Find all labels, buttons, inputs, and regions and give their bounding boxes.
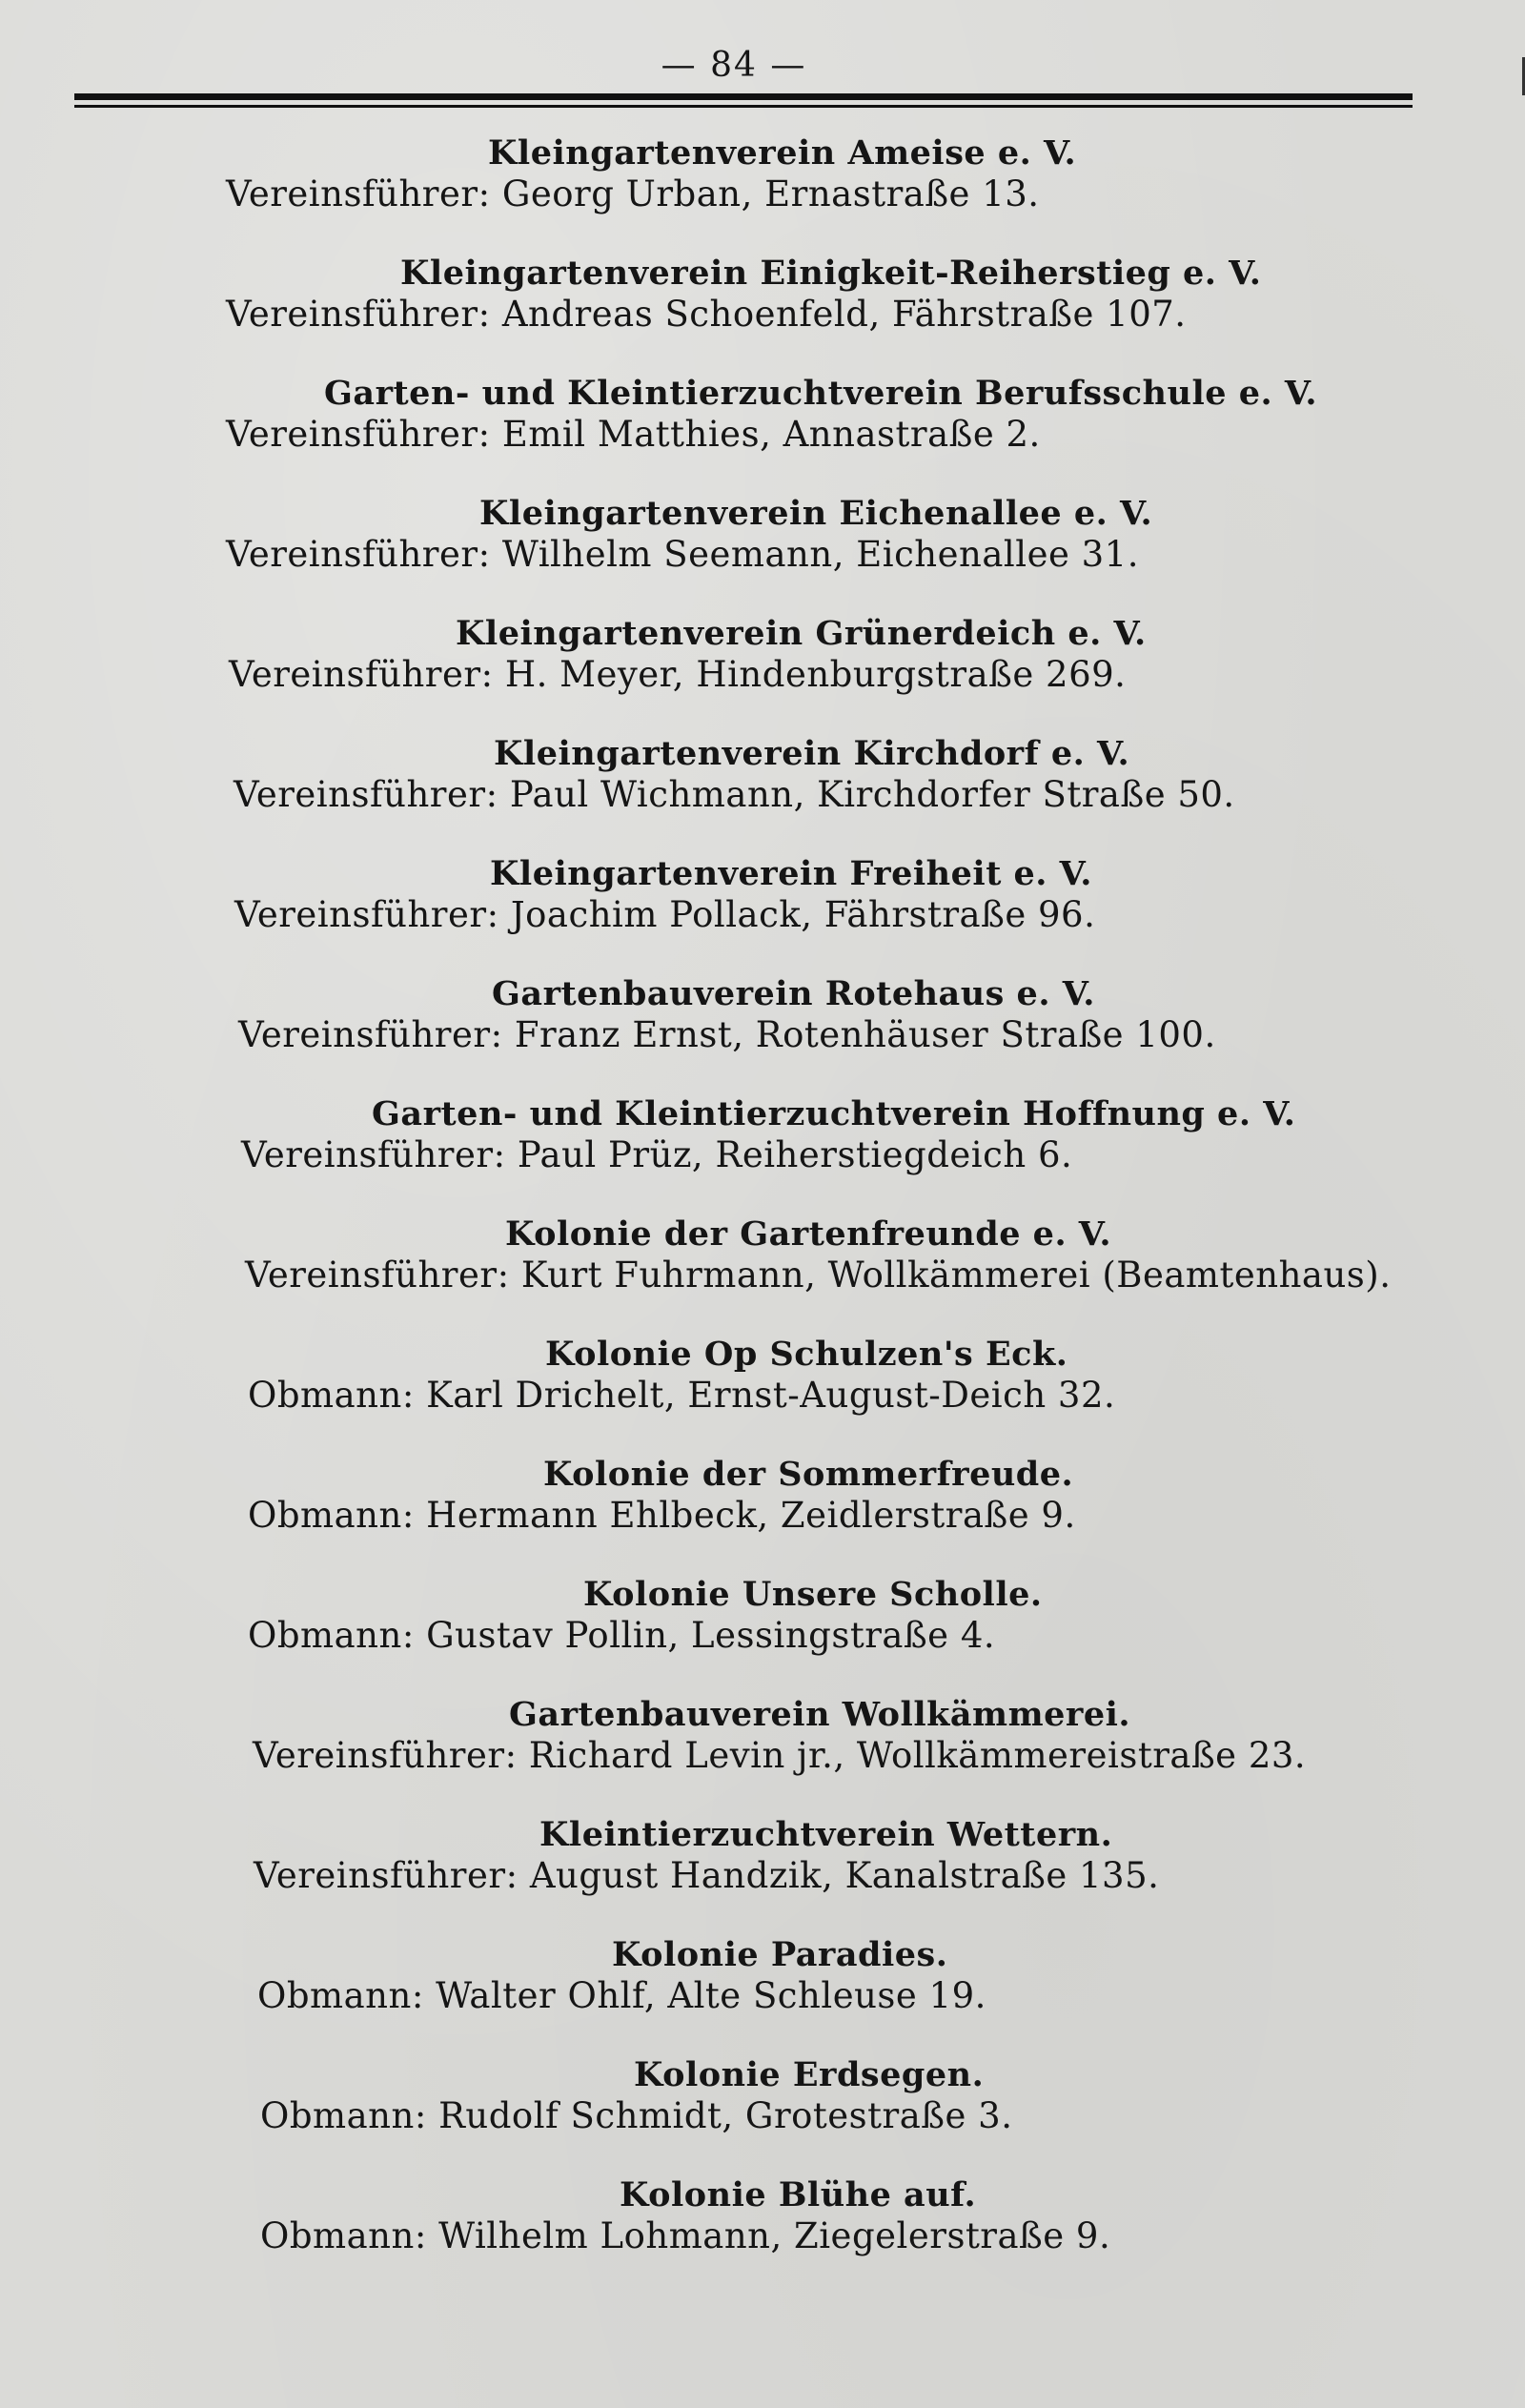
contact-detail: Emil Matthies, Annastraße 2. [501, 414, 1041, 455]
contact-line [260, 2095, 1012, 2136]
association-name: Kleingartenverein Einigkeit-Reiherstieg e. V. [400, 254, 1262, 293]
contact-role: Obmann: [248, 1495, 415, 1536]
association-name: Garten- und Kleintierzuchtverein Berufsschule e. V. [324, 374, 1318, 413]
association-name: Kleintierzuchtverein Wettern. [539, 1815, 1113, 1854]
association-name: Gartenbauverein Rotehaus e. V. [492, 974, 1095, 1013]
association-name: Kleingartenverein Ameise e. V. [488, 133, 1077, 173]
contact-detail: H. Meyer, Hindenburgstraße 269. [504, 654, 1127, 695]
contact-line [260, 2215, 1110, 2256]
contact-detail: Rudolf Schmidt, Grotestraße 3. [438, 2095, 1013, 2136]
association-name: Kolonie Op Schulzen's Eck. [545, 1335, 1068, 1374]
contact-line [248, 1615, 995, 1656]
contact-line [241, 1134, 1072, 1175]
contact-detail: Andreas Schoenfeld, Fährstraße 107. [501, 294, 1187, 335]
contact-role: Vereinsführer: [234, 774, 498, 815]
header-rule-thick [74, 93, 1413, 100]
contact-role: Vereinsführer: [245, 1255, 510, 1296]
association-name: Kolonie Paradies. [612, 1935, 948, 1974]
contact-role: Obmann: [260, 2215, 427, 2256]
contact-role: Obmann: [248, 1615, 415, 1656]
contact-role: Vereinsführer: [229, 654, 494, 695]
contact-line [226, 414, 1041, 455]
contact-line [234, 774, 1235, 815]
association-name: Kolonie Erdsegen. [634, 2055, 985, 2094]
contact-detail: Joachim Pollack, Fährstraße 96. [510, 894, 1096, 935]
association-name: Garten- und Kleintierzuchtverein Hoffnung e. V. [372, 1094, 1296, 1133]
association-name: Kleingartenverein Freiheit e. V. [490, 854, 1092, 893]
contact-line [248, 1375, 1115, 1416]
header-rule-thin [74, 105, 1413, 108]
contact-role: Vereinsführer: [254, 1855, 518, 1896]
contact-line [234, 894, 1095, 935]
contact-line [226, 534, 1139, 575]
contact-role: Vereinsführer: [238, 1014, 503, 1055]
contact-detail: Georg Urban, Ernastraße 13. [501, 173, 1040, 214]
contact-line [248, 1495, 1076, 1536]
contact-role: Vereinsführer: [234, 894, 499, 935]
contact-role: Vereinsführer: [241, 1134, 506, 1175]
association-name: Kolonie der Sommerfreude. [543, 1455, 1074, 1494]
association-name: Kolonie der Gartenfreunde e. V. [505, 1214, 1112, 1254]
association-name: Gartenbauverein Wollkämmerei. [509, 1695, 1131, 1734]
contact-role: Obmann: [257, 1975, 424, 2016]
contact-detail: Walter Ohlf, Alte Schleuse 19. [436, 1975, 986, 2016]
contact-detail: Paul Wichmann, Kirchdorfer Straße 50. [509, 774, 1235, 815]
contact-role: Vereinsführer: [226, 294, 491, 335]
contact-detail: Richard Levin jr., Wollkämmereistraße 23. [528, 1735, 1307, 1776]
contact-role: Obmann: [260, 2095, 427, 2136]
contact-detail: Franz Ernst, Rotenhäuser Straße 100. [514, 1014, 1216, 1055]
association-name: Kleingartenverein Eichenallee e. V. [479, 494, 1153, 533]
contact-detail: Kurt Fuhrmann, Wollkämmerei (Beamtenhaus). [520, 1255, 1392, 1296]
contact-line [238, 1014, 1216, 1055]
contact-line [229, 654, 1126, 695]
contact-line [257, 1975, 986, 2016]
contact-role: Obmann: [248, 1375, 415, 1416]
contact-role: Vereinsführer: [226, 414, 491, 455]
contact-line [254, 1855, 1159, 1896]
contact-detail: Hermann Ehlbeck, Zeidlerstraße 9. [426, 1495, 1076, 1536]
contact-role: Vereinsführer: [226, 173, 491, 214]
contact-detail: Gustav Pollin, Lessingstraße 4. [426, 1615, 996, 1656]
page-number: — 84 — [661, 46, 807, 85]
contact-line [226, 173, 1040, 214]
association-name: Kolonie Blühe auf. [620, 2175, 977, 2214]
contact-detail: Wilhelm Seemann, Eichenallee 31. [501, 534, 1139, 575]
contact-line [253, 1735, 1306, 1776]
association-name: Kleingartenverein Grünerdeich e. V. [456, 614, 1147, 653]
association-name: Kolonie Unsere Scholle. [583, 1575, 1043, 1614]
contact-line [226, 294, 1187, 335]
contact-detail: Paul Prüz, Reiherstiegdeich 6. [517, 1134, 1073, 1175]
contact-role: Vereinsführer: [253, 1735, 518, 1776]
contact-detail: Karl Drichelt, Ernst-August-Deich 32. [426, 1375, 1116, 1416]
contact-line [245, 1255, 1391, 1296]
association-name: Kleingartenverein Kirchdorf e. V. [494, 734, 1130, 773]
contact-detail: August Handzik, Kanalstraße 135. [529, 1855, 1160, 1896]
contact-detail: Wilhelm Lohmann, Ziegelerstraße 9. [438, 2215, 1111, 2256]
contact-role: Vereinsführer: [226, 534, 491, 575]
